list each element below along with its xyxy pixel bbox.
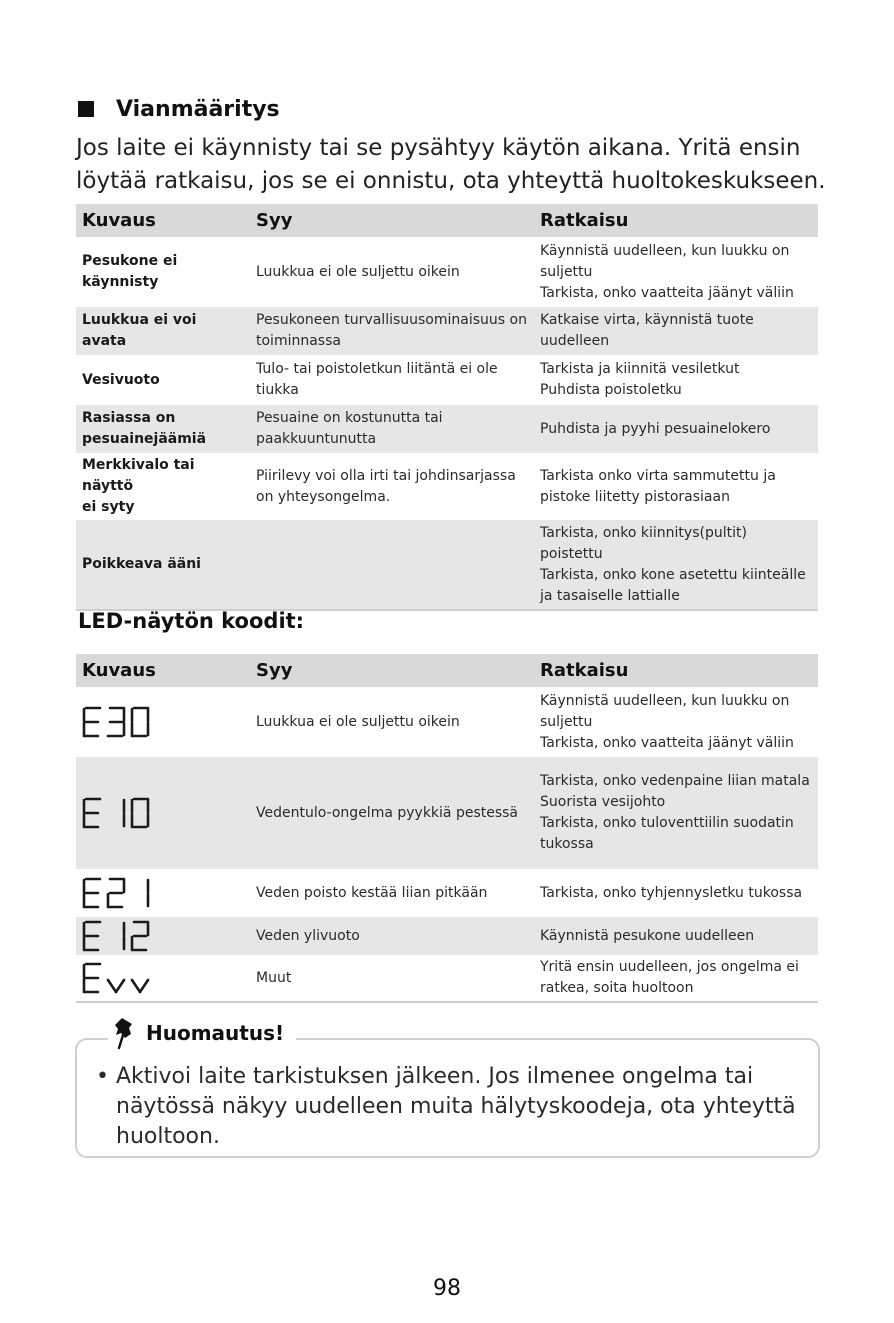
description-cell: Vesivuoto	[82, 371, 160, 388]
segment-digit	[132, 708, 148, 736]
cause-cell: Tulo- tai poistoletkun liitäntä ei ole tiukka	[256, 361, 498, 398]
segment-digit	[132, 799, 148, 827]
seven-segment-code	[82, 705, 162, 739]
table-row	[76, 869, 818, 917]
note-item: • Aktivoi laite tarkistuksen jälkeen. Jos ilmenee ongelma tai näytössä näkyy uudelleen muita hälytyskoodeja, ota yhteyttä huoltoon.	[96, 1062, 811, 1152]
description-cell: Merkkivalo tai näyttö ei syty	[82, 457, 195, 515]
section-heading	[78, 94, 280, 124]
table-row	[76, 687, 818, 757]
troubleshooting-table	[76, 204, 818, 611]
header-solution: Ratkaisu	[534, 204, 818, 237]
table-row	[76, 307, 818, 355]
solution-cell: Puhdista ja pyyhi pesuainelokero	[534, 405, 818, 453]
note-header	[108, 1016, 296, 1050]
cause-cell: Muut	[250, 955, 534, 1002]
table-row	[76, 917, 818, 955]
description-cell: Rasiassa on pesuainejäämiä	[76, 405, 250, 453]
cause-cell: Luukkua ei ole suljettu oikein	[256, 263, 460, 280]
table-row	[76, 955, 818, 1002]
solution-cell: Tarkista onko virta sammutettu ja pistoke liitetty pistorasiaan	[540, 467, 776, 505]
description-cell: Poikkeava ääni	[76, 520, 250, 610]
solution-cell: Tarkista, onko kiinnitys(pultit) poistettu Tarkista, onko kone asetettu kiinteälle ja tasaiselle lattialle	[534, 520, 818, 610]
note-title: Huomautus!	[146, 1021, 285, 1045]
error-code-display	[76, 757, 250, 869]
cause-cell: Veden ylivuoto	[250, 917, 534, 955]
page-number: 98	[433, 1276, 461, 1301]
cause-cell: Vedentulo-ongelma pyykkiä pestessä	[250, 757, 534, 869]
solution-cell: Katkaise virta, käynnistä tuote uudelleen	[534, 307, 818, 355]
section-title: Vianmääritys	[116, 96, 280, 122]
seven-segment-code	[82, 796, 162, 830]
cause-cell: Pesuaine on kostunutta tai paakkuuntunutta	[250, 405, 534, 453]
segment-digit	[84, 799, 100, 827]
seven-segment-code	[82, 919, 162, 953]
cause-cell: Luukkua ei ole suljettu oikein	[256, 713, 460, 730]
segment-digit	[108, 980, 124, 992]
cause-cell: Piirilevy voi olla irti tai johdinsarjassa on yhteysongelma.	[256, 467, 516, 505]
segment-digit	[84, 922, 100, 950]
seven-segment-code	[82, 876, 162, 910]
table-header-row	[76, 204, 818, 237]
header-description: Kuvaus	[76, 204, 250, 237]
segment-digit	[132, 922, 148, 950]
error-code-display	[76, 955, 250, 1002]
table-row	[76, 355, 818, 405]
solution-cell: Tarkista ja kiinnitä vesiletkut Puhdista poistoletku	[540, 361, 740, 398]
intro-paragraph: Jos laite ei käynnisty tai se pysähtyy käytön aikana. Yritä ensin löytää ratkaisu, jos se ei onnistu, ota yhteyttä huoltokeskukseen.	[76, 135, 826, 194]
error-code-display	[76, 917, 250, 955]
pushpin-icon	[112, 1016, 138, 1050]
cause-cell: Veden poisto kestää liian pitkään	[256, 884, 488, 901]
error-code-display	[76, 687, 250, 757]
table-row	[76, 453, 818, 520]
header-description: Kuvaus	[76, 654, 250, 687]
led-codes-title: LED-näytön koodit:	[78, 609, 305, 633]
square-bullet-icon	[78, 101, 94, 117]
cause-cell	[250, 520, 534, 610]
error-code-display	[76, 869, 250, 917]
table-header-row	[76, 654, 818, 687]
solution-cell: Tarkista, onko tyhjennysletku tukossa	[540, 884, 803, 901]
segment-digit	[132, 980, 148, 992]
segment-digit	[84, 964, 100, 992]
segment-digit	[108, 708, 124, 736]
seven-segment-code	[82, 961, 162, 995]
description-cell: Luukkua ei voi avata	[76, 307, 250, 355]
table-row	[76, 237, 818, 307]
table-row	[76, 757, 818, 869]
solution-cell: Käynnistä uudelleen, kun luukku on suljettu Tarkista, onko vaatteita jäänyt väliin	[540, 692, 794, 751]
header-solution: Ratkaisu	[534, 654, 818, 687]
segment-digit	[108, 879, 124, 907]
solution-cell: Tarkista, onko vedenpaine liian matala Suorista vesijohto Tarkista, onko tuloventtiilin suodatin tukossa	[534, 757, 818, 869]
description-cell: Pesukone ei käynnisty	[82, 253, 178, 290]
table-row	[76, 520, 818, 610]
note-list	[96, 1062, 811, 1152]
solution-cell: Käynnistä uudelleen, kun luukku on suljettu Tarkista, onko vaatteita jäänyt väliin	[540, 242, 794, 301]
solution-cell: Yritä ensin uudelleen, jos ongelma ei ratkea, soita huoltoon	[534, 955, 818, 1002]
cause-cell: Pesukoneen turvallisuusominaisuus on toiminnassa	[250, 307, 534, 355]
table-row	[76, 405, 818, 453]
header-cause: Syy	[250, 204, 534, 237]
header-cause: Syy	[250, 654, 534, 687]
segment-digit	[84, 708, 100, 736]
segment-digit	[84, 879, 100, 907]
solution-cell: Käynnistä pesukone uudelleen	[534, 917, 818, 955]
led-codes-table	[76, 654, 818, 1003]
